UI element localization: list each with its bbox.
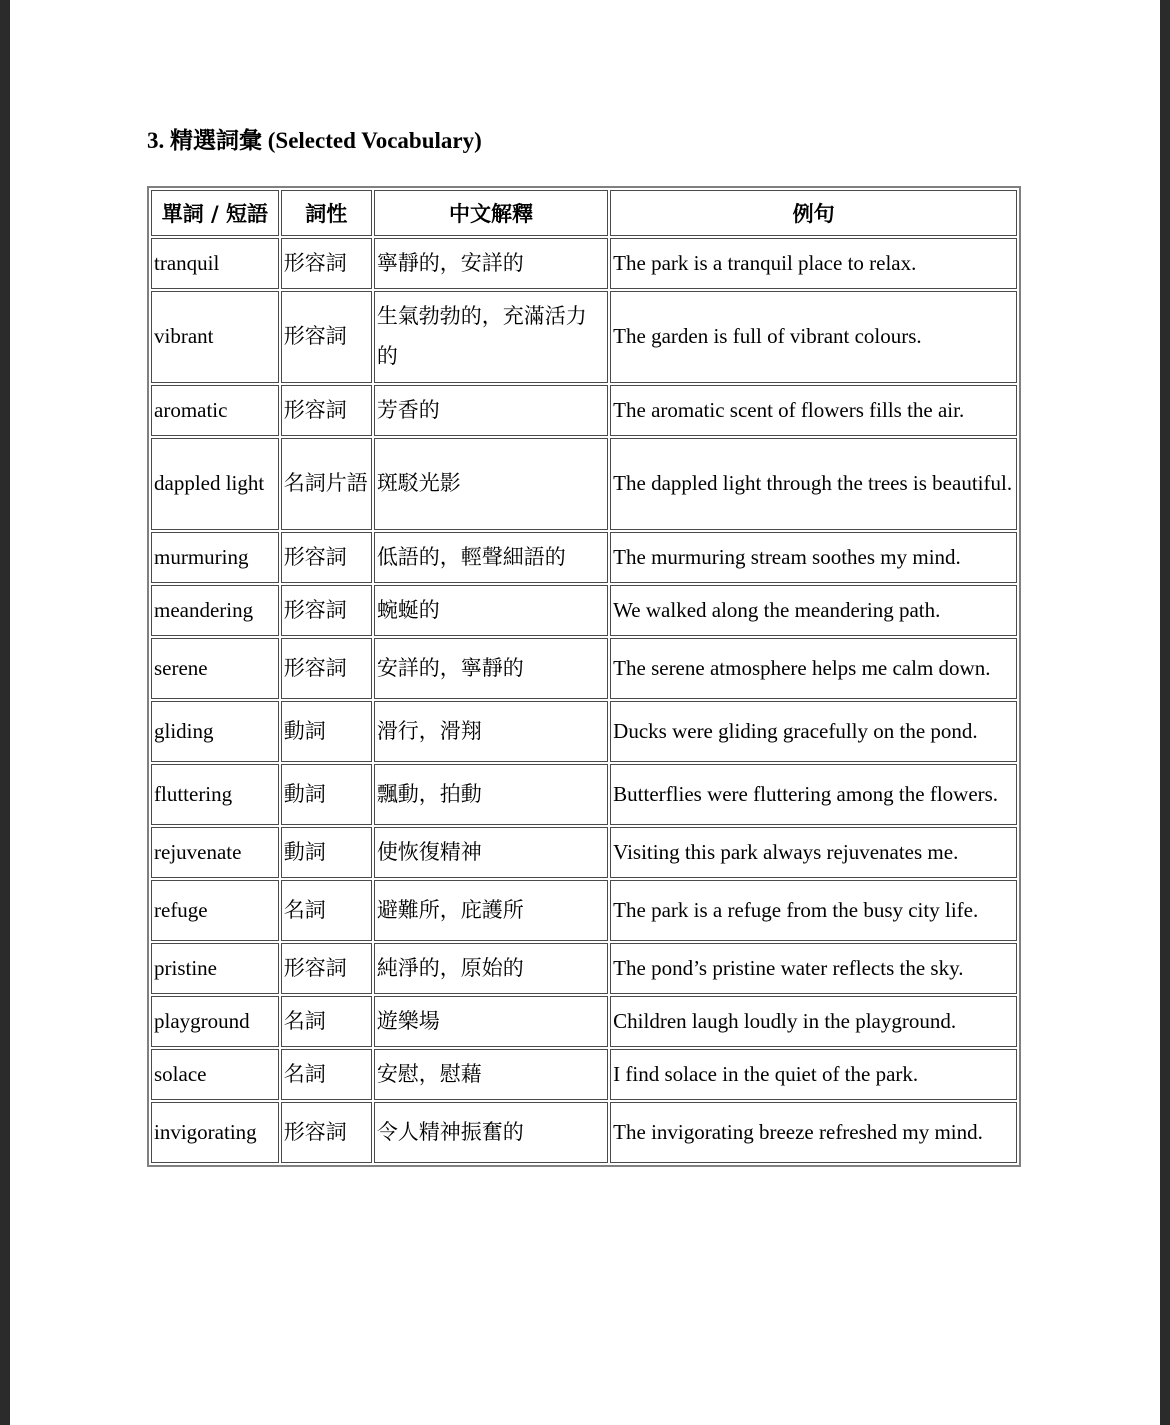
example-cell: The aromatic scent of flowers fills the air. — [610, 385, 1017, 436]
part-of-speech-cell: 名詞 — [281, 1049, 372, 1100]
example-cell: The park is a tranquil place to relax. — [610, 238, 1017, 289]
word-cell: solace — [151, 1049, 279, 1100]
meaning-cell: 芳香的 — [374, 385, 608, 436]
example-cell: The pond’s pristine water reflects the sky. — [610, 943, 1017, 994]
part-of-speech-cell: 形容詞 — [281, 238, 372, 289]
word-cell: invigorating — [151, 1102, 279, 1163]
meaning-cell: 蜿蜒的 — [374, 585, 608, 636]
word-cell: vibrant — [151, 291, 279, 383]
example-cell: Butterflies were fluttering among the flowers. — [610, 764, 1017, 825]
word-cell: pristine — [151, 943, 279, 994]
part-of-speech-cell: 名詞片語 — [281, 438, 372, 530]
meaning-cell: 生氣勃勃的，充滿活力的 — [374, 291, 608, 383]
table-row — [151, 638, 1017, 699]
word-cell: aromatic — [151, 385, 279, 436]
part-of-speech-cell: 動詞 — [281, 827, 372, 878]
meaning-cell: 飄動，拍動 — [374, 764, 608, 825]
header-example-sentence: 例句 — [610, 190, 1017, 236]
word-cell: fluttering — [151, 764, 279, 825]
example-cell: The park is a refuge from the busy city life. — [610, 880, 1017, 941]
table-row — [151, 764, 1017, 825]
word-cell: playground — [151, 996, 279, 1047]
header-word: 單詞 / 短語 — [151, 190, 279, 236]
table-row — [151, 532, 1017, 583]
table-header-row — [151, 190, 1017, 236]
header-chinese-meaning: 中文解釋 — [374, 190, 608, 236]
meaning-cell: 遊樂場 — [374, 996, 608, 1047]
meaning-cell: 低語的，輕聲細語的 — [374, 532, 608, 583]
example-cell: The serene atmosphere helps me calm down. — [610, 638, 1017, 699]
meaning-cell: 安詳的，寧靜的 — [374, 638, 608, 699]
table-row — [151, 438, 1017, 530]
word-cell: rejuvenate — [151, 827, 279, 878]
header-part-of-speech: 詞性 — [281, 190, 372, 236]
table-row — [151, 585, 1017, 636]
vocabulary-table — [147, 186, 1021, 1167]
word-cell: dappled light — [151, 438, 279, 530]
meaning-cell: 純淨的，原始的 — [374, 943, 608, 994]
meaning-cell: 避難所，庇護所 — [374, 880, 608, 941]
viewer-left-edge — [0, 0, 10, 1425]
part-of-speech-cell: 名詞 — [281, 996, 372, 1047]
part-of-speech-cell: 動詞 — [281, 701, 372, 762]
example-cell: The invigorating breeze refreshed my mind. — [610, 1102, 1017, 1163]
table-row — [151, 385, 1017, 436]
word-cell: meandering — [151, 585, 279, 636]
word-cell: serene — [151, 638, 279, 699]
section-title: 3. 精選詞彙 (Selected Vocabulary) — [147, 128, 482, 153]
example-cell: The dappled light through the trees is beautiful. — [610, 438, 1017, 530]
word-cell: refuge — [151, 880, 279, 941]
part-of-speech-cell: 名詞 — [281, 880, 372, 941]
example-cell: The murmuring stream soothes my mind. — [610, 532, 1017, 583]
part-of-speech-cell: 形容詞 — [281, 385, 372, 436]
table-row — [151, 1049, 1017, 1100]
word-cell: gliding — [151, 701, 279, 762]
table-row — [151, 701, 1017, 762]
word-cell: tranquil — [151, 238, 279, 289]
part-of-speech-cell: 形容詞 — [281, 585, 372, 636]
part-of-speech-cell: 動詞 — [281, 764, 372, 825]
table-row — [151, 238, 1017, 289]
word-cell: murmuring — [151, 532, 279, 583]
part-of-speech-cell: 形容詞 — [281, 291, 372, 383]
part-of-speech-cell: 形容詞 — [281, 532, 372, 583]
part-of-speech-cell: 形容詞 — [281, 638, 372, 699]
table-row — [151, 827, 1017, 878]
example-cell: Visiting this park always rejuvenates me. — [610, 827, 1017, 878]
example-cell: Ducks were gliding gracefully on the pond. — [610, 701, 1017, 762]
part-of-speech-cell: 形容詞 — [281, 943, 372, 994]
table-row — [151, 880, 1017, 941]
meaning-cell: 寧靜的，安詳的 — [374, 238, 608, 289]
meaning-cell: 令人精神振奮的 — [374, 1102, 608, 1163]
example-cell: Children laugh loudly in the playground. — [610, 996, 1017, 1047]
meaning-cell: 安慰，慰藉 — [374, 1049, 608, 1100]
table-row — [151, 291, 1017, 383]
example-cell: The garden is full of vibrant colours. — [610, 291, 1017, 383]
table-row — [151, 943, 1017, 994]
example-cell: We walked along the meandering path. — [610, 585, 1017, 636]
meaning-cell: 斑駁光影 — [374, 438, 608, 530]
meaning-cell: 使恢復精神 — [374, 827, 608, 878]
part-of-speech-cell: 形容詞 — [281, 1102, 372, 1163]
meaning-cell: 滑行，滑翔 — [374, 701, 608, 762]
document-page — [10, 0, 1160, 1425]
table-row — [151, 1102, 1017, 1163]
table-row — [151, 996, 1017, 1047]
example-cell: I find solace in the quiet of the park. — [610, 1049, 1017, 1100]
viewer-right-edge — [1160, 0, 1170, 1425]
